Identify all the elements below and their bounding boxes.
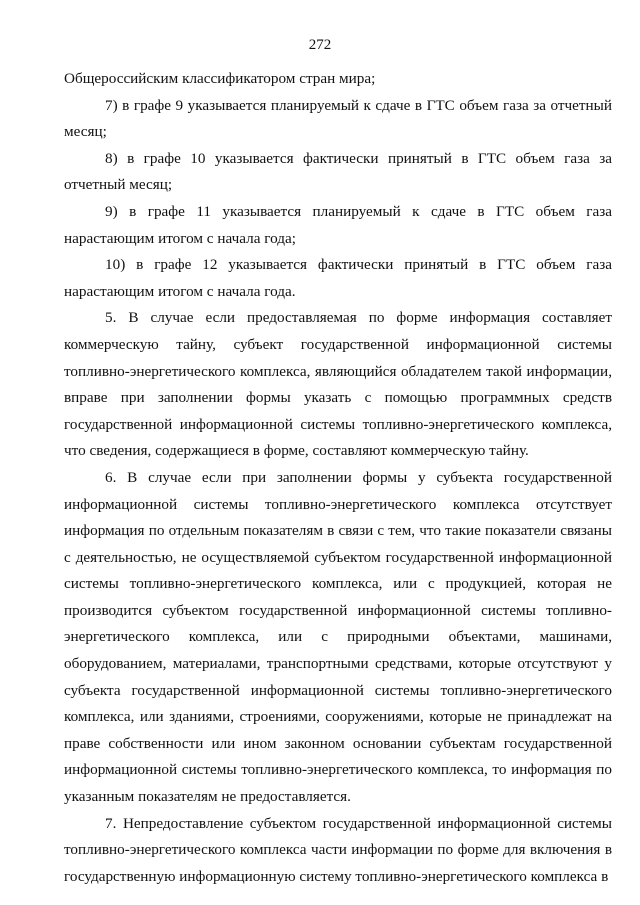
page-number: 272 [308,37,332,53]
document-body [64,66,612,890]
paragraph-item-9: 9) в графе 11 указывается планируемый к сдаче в ГТС объем газа нарастающим итогом с начала года; [64,202,612,247]
paragraph-item-7: 7) в графе 9 указывается планируемый к сдаче в ГТС объем газа за отчетный месяц; [64,96,612,141]
paragraph-item-10: 10) в графе 12 указывается фактически принятый в ГТС объем газа нарастающим итогом с начала года. [64,256,612,300]
paragraph-section-7: 7. Непредоставление субъектом государственной информационной системы топливно-энергетического комплекса части информации по форме для включения в государственную информационную систему топливно-энергетического комплекса в [64,814,612,885]
paragraph-item-8: 8) в графе 10 указывается фактически принятый в ГТС объем газа за отчетный месяц; [64,149,612,194]
paragraph-section-5: 5. В случае если предоставляемая по форме информация составляет коммерческую тайну, субъект государственной информационной системы топливно-энергетического комплекса, являющийся обладателем такой информации, вправе при заполнении формы указать с помощью программных средств государственной информационной системы топливно-энергетического комплекса, что сведения, содержащиеся в форме, составляют коммерческую тайну. [64,309,612,460]
paragraph-section-6: 6. В случае если при заполнении формы у субъекта государственной информационной системы топливно-энергетического комплекса отсутствует информация по отдельным показателям в связи с тем, что такие показатели связаны с деятельностью, не осуществляемой субъектом государственной информационной системы топливно-энергетического комплекса, или с продукцией, которая не производится субъектом государственной информационной системы топливно-энергетического комплекса, или с природными объектами, машинами, оборудованием, материалами, транспортными средствами, которые отсутствуют у субъекта государственной информационной системы топливно-энергетического комплекса, или зданиями, строениями, сооружениями, которые не принадлежат на праве собственности или ином законном основании субъектам государственной информационной системы топливно-энергетического комплекса, то информация по указанным показателям не предоставляется. [64,468,612,806]
paragraph-continuation: Общероссийским классификатором стран мира; [64,70,376,87]
